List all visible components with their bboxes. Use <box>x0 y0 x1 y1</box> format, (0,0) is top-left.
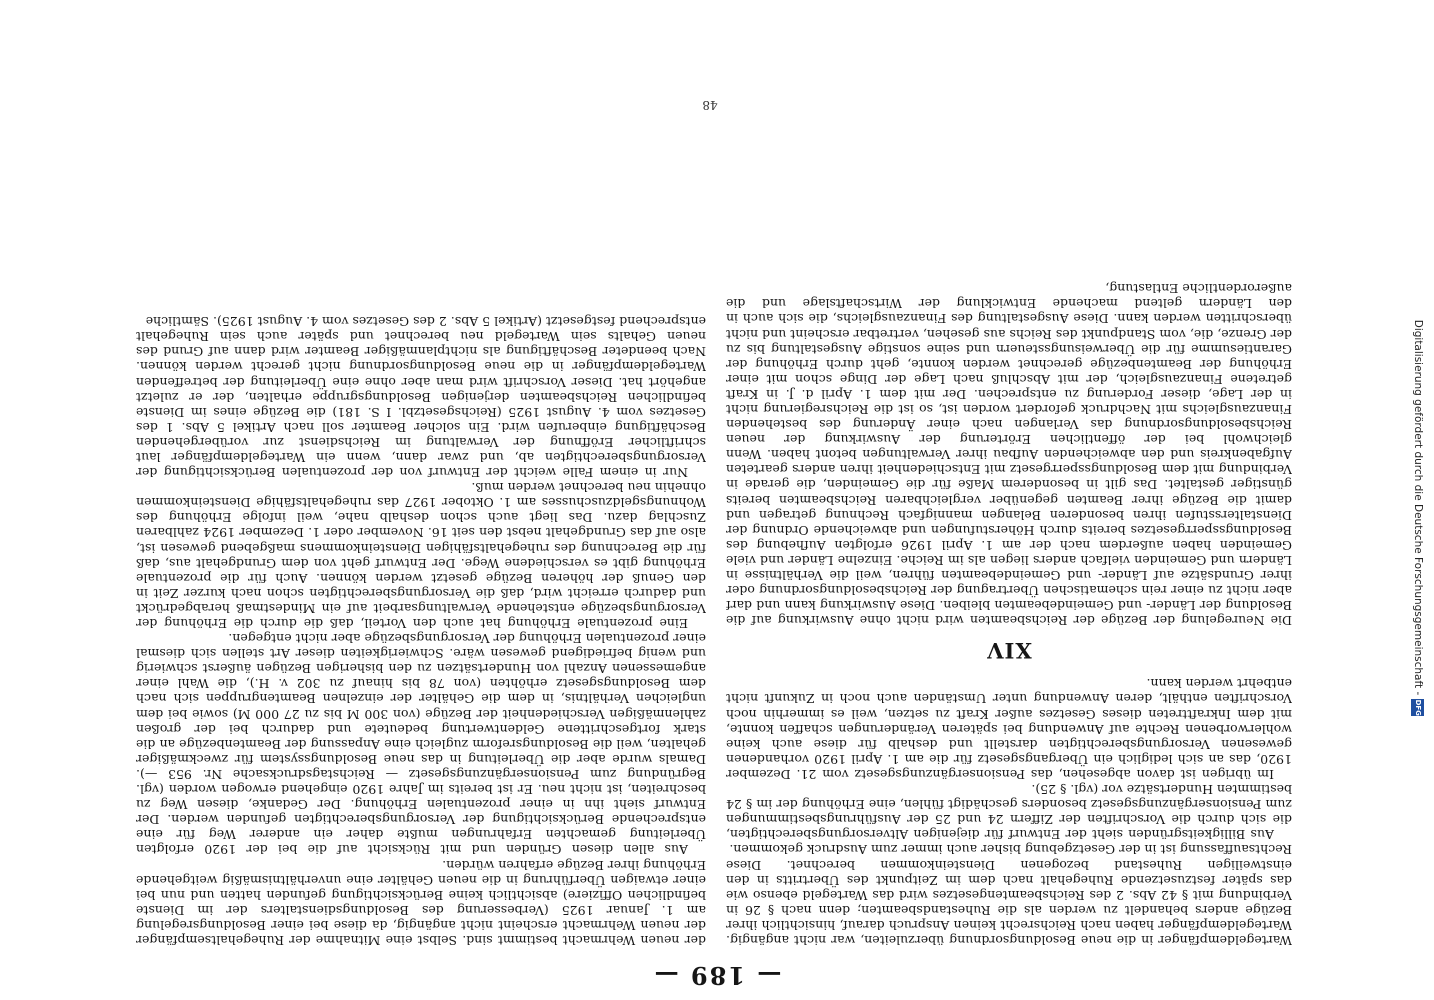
right-column <box>136 102 706 948</box>
paragraph: Im übrigen ist davon abgesehen, das Pensionsergänzungsgesetz vom 21. Dezember 1920, das an sich lediglich ein Übergangsgesetz für die am 1. April 1920 vorhandenen gewesenen Versorgungsberechtigten darstellt und deshalb für diese auch keine wohlerworbenen Rechte auf Anwendung bei späteren Veränderungen schaffen konnte, mit dem Inkrafttreten dieses Gesetzes außer Kraft zu setzen, weil es immerhin noch Vorschriften enthält, deren Anwendung unter Umständen auch noch in Zukunft nicht entbehrt werden kann. <box>726 676 1292 782</box>
left-column <box>726 136 1292 948</box>
paragraph: Nur in einem Falle weicht der Entwurf von der prozentualen Berücksichtigung der Versorgungsberechtigten ab, und zwar dann, wenn ein Wartegeldempfänger laut schriftlicher Eröffnung der Verwaltung im Reichsdienst zur vorübergehenden Beschäftigung einberufen wird. Ein solcher Beamter soll nach Artikel 5 Abs. 1 des Gesetzes vom 4. August 1925 (Reichsgesetzbl. I S. 181) die Bezüge eines im Dienste befindlichen Reichsbeamten derjenigen Besoldungsgruppe erhalten, der er zuletzt angehört hat. Dieser Vorschrift wird man aber ohne eine Überleitung der betreffenden Wartegeldempfänger in die neue Besoldungsordnung nicht gerecht werden können. Nach beendeter Beschäftigung als nichtplanmäßiger Beamter wird dann auf Grund des neuen Gehalts sein Wartegeld neu berechnet und später auch sein Ruhegehalt entsprechend festgesetzt (Artikel 5 Abs. 2 des Gesetzes vom 4. August 1925). Sämtliche <box>136 314 706 481</box>
paragraph: der neuen Wehrmacht bestimmt sind. Selbst eine Mitnahme der Ruhegehaltsempfänger der neuen Wehrmacht erscheint nicht angängig, da diese bei einer Besoldungsregelung am 1. Januar 1925 (Verbesserung des Besoldungsdienstalters der im Dienste befindlichen Offiziere) absichtlich keine Berücksichtigung gefunden hatten und nun bei einer etwaigen Überführung in die neuen Gehälter eine unverhältnismäßig weitgehende Erhöhung ihrer Bezüge erfahren würden. <box>136 857 706 948</box>
digitization-note-text: Digitalisierung gefördert durch die Deutsche Forschungsgemeinschaft - <box>1412 319 1424 696</box>
paragraph: Wartegeldempfänger in die neue Besoldungsordnung überzuleiten, war nicht angängig. Wartegeldempfänger haben nach Reichsrecht keinen Anspruch darauf, hinsichtlich ihrer Bezüge anders behandelt zu werden als die Ruhestandsbeamten; denn nach § 26 in Verbindung mit § 42 Abs. 2 des Reichsbeamtengesetzes wird das Wartegeld ebenso wie das später festzusetzende Ruhegehalt nach dem im Zeitpunkt des Übertritts in den einstweiligen Ruhestand bezogenen Diensteinkommen berechnet. Diese Rechtsauffassung ist in der Gesetzgebung bisher auch immer zum Ausdruck gekommen. <box>726 842 1292 948</box>
page-footer-number: 48 <box>702 98 718 112</box>
paragraph: Aus allen diesen Gründen und mit Rücksicht auf die bei der 1920 erfolgten Überleitung gemachten Erfahrungen mußte daher ein anderer Weg für eine entsprechende Berücksichtigung der Versorgungsberechtigten gefunden werden. Der Entwurf sieht ihn in einer prozentualen Erhöhung. Der Gedanke, diesen Weg zu beschreiten, ist nicht neu. Er ist bereits im Jahre 1920 eingehend erwogen worden (vgl. Begründung zum Pensionsergänzungsgesetz — Reichstagsdrucksache Nr. 953 —). Damals wurde aber die Überleitung in das neue Besoldungssystem für zweckmäßiger gehalten, weil die Besoldungsreform zugleich eine Anpassung der Beamtenbezüge an die stark fortgeschrittene Geldentwertung bedeutete und dadurch bei der großen zahlenmäßigen Verschiedenheit der Bezüge (von 300 M bis zu 27 000 M) sowie bei dem ungleichen Verhältnis, in dem die Gehälter der einzelnen Beamtengruppen sich nach dem Besoldungsgesetz erhöhten (von 78 bis hinauf zu 302 v. H.), die Wahl einer angemessenen Anzahl von Hundertsätzen zu den bisherigen Bezügen äußerst schwierig und wenig befriedigend gewesen wäre. Schwierigkeiten dieser Art stellen sich diesmal einer prozentualen Erhöhung der Versorgungsbezüge aber nicht entgegen. <box>136 631 706 858</box>
dfg-logo-icon: DFG <box>1412 699 1425 716</box>
paragraph: Eine prozentuale Erhöhung hat auch den Vorteil, daß die durch die Erhöhung der Versorgungsbezüge entstehende Verwaltungsarbeit auf ein Mindestmaß herabgedrückt und dadurch erreicht wird, daß die Versorgungsberechtigten schon nach kurzer Zeit in den Genuß der höheren Bezüge gesetzt werden können. Auch für die prozentuale Erhöhung gibt es verschiedene Wege. Der Entwurf geht von dem Grundgehalt aus, daß für die Berechnung des ruhegehaltsfähigen Diensteinkommens maßgebend gewesen ist, also auf das Grundgehalt nebst den seit 16. November oder 1. Dezember 1924 zahlbaren Zuschlag dazu. Das liegt auch schon deshalb nahe, weil infolge Erhöhung des Wohnungsgeldzuschusses am 1. Oktober 1927 das ruhegehaltsfähige Diensteinkommen ohnehin neu berechnet werden muß. <box>136 480 706 632</box>
section-title: XIV <box>986 638 1032 664</box>
paragraph: Aus Billigkeitsgründen sieht der Entwurf für diejenigen Altversorgungsberechtigten, die sich durch die Vorschriften der Ziffern 24 und 25 der Ausführungsbestimmungen zum Pensionsergänzungsgesetz besonders geschädigt fühlen, eine Erhöhung der im § 24 bestimmten Hundertsätze vor (vgl. § 25). <box>726 782 1292 843</box>
paragraph: Die Neuregelung der Bezüge der Reichsbeamten wird nicht ohne Auswirkung auf die Besoldung der Länder- und Gemeindebeamten bleiben. Diese Auswirkung kann und darf aber nicht zu einer rein schematischen Übertragung der Reichsbesoldungsordnung oder ihrer Grundsätze auf Länder- und Gemeindebeamten führen, weil die Verhältnisse in Ländern und Gemeinden vielfach anders liegen als im Reiche. Einzelne Länder und viele Gemeinden haben außerdem nach der am 1. April 1926 erfolgten Aufhebung des Besoldungssperrgesetzes bereits durch Höherstufungen und abweichende Ordnung der Dienstaltersstufen ihren besonderen Belangen mannigfach Rechnung getragen und damit die Bezüge ihrer Beamten gegenüber vergleichbaren Reichsbeamten bereits günstiger gestaltet. Das gilt in besonderem Maße für die Gemeinden, die gerade in Verbindung mit dem Besoldungssperrgesetz mit Entschiedenheit ihren anders gearteten Aufgabenkreis und den abweichenden Aufbau ihrer Verwaltungen betont haben. Wenn gleichwohl bei der öffentlichen Erörterung der Auswirkung der neuen Reichsbesoldungsordnung das Verlangen nach einer Änderung des bestehenden Finanzausgleichs mit Nachdruck gefordert worden ist, so ist die Reichsregierung nicht in der Lage, dieser Forderung zu entsprechen. Der mit dem 1. April d. J. in Kraft getretene Finanzausgleich, der mit Abschluß nach Lage der Dinge schon mit einer Erhöhung der Beamtenbezüge gerechnet werden konnte, geht durch Erhöhung der Garantiesumme für die Überweisungssteuern und seine sonstige Ausgestaltung bis zu der Grenze, die, vom Standpunkt des Reichs aus gesehen, vertretbar erscheint und nicht überschritten werden kann. Diese Ausgestaltung des Finanzausgleichs, die sich auch in den Ländern geltend machende Entwicklung der Wirtschaftslage und die außerordentliche Entlastung, <box>726 281 1292 629</box>
digitization-note <box>1408 278 1428 758</box>
page-number: — 189 — <box>652 961 782 990</box>
